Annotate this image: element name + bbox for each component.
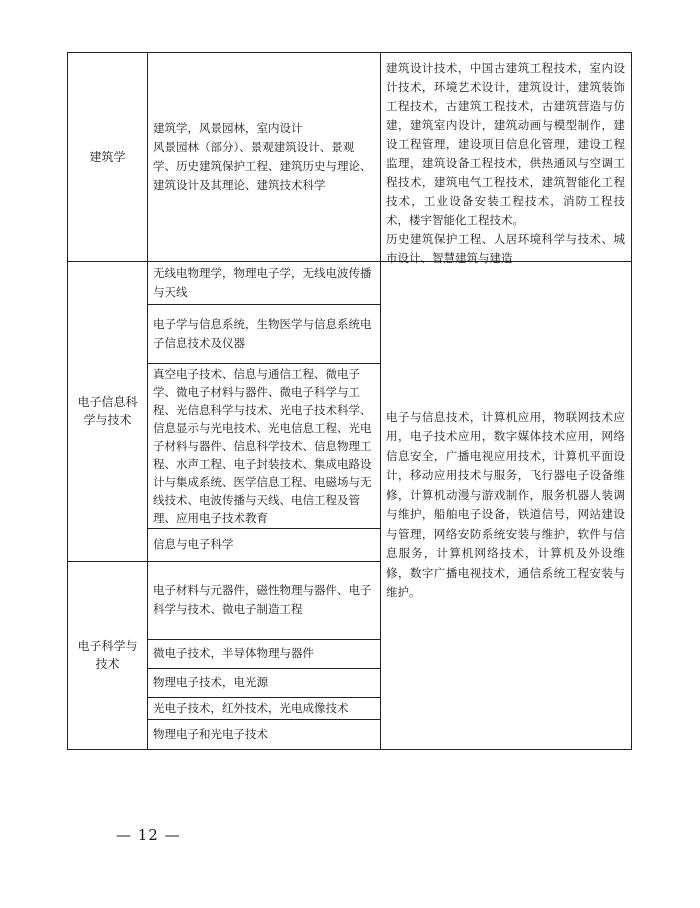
category-label-line2: 技术 [95,657,120,671]
undergrad-text: 电子学与信息系统，生物医学与信息系统电子信息技术及仪器 [153,316,372,350]
undergrad-architecture [147,53,380,261]
undergrad-text: 物理电子技术，电光源 [153,675,268,689]
undergrad-sub [147,561,380,639]
vocational-text: 电子与信息技术，计算机应用，物联网技术应用，电子技术应用，数字媒体技术应用，网络信息安全，广播电视应用技术，计算机平面设计，移动应用技术与服务，飞行器电子设备维修，计算机动漫与游戏制作，服务机器人装调与维护，船舶电子设备，铁道信号，网站建设与管理，网络安防系统安装与维护，软件与信息服务，计算机网络技术，计算机及外设维修，数字广播电视技术，通信系统工程安装与维护。 [386,409,625,599]
undergrad-text: 光电子技术，红外技术，光电成像技术 [153,700,349,715]
vocational-architecture [380,53,631,265]
page-number: — 12 — [116,826,181,844]
undergrad-text: 真空电子技术、信息与通信工程、微电子学、微电子材料与器件、微电子科学与工程、光信息科学与技术、光电子技术科学、信息显示与光电技术、光电信息工程、光电子材料与器件、信息科学技术、信息物理工程、水声工程、电子封装技术、集成电路设计与集成系统、医学信息工程、电磁场与无线技术、电波传播与天线、电信工程及管理、应用电子技术教育 [153,366,372,525]
category-label-line2: 学与技术 [83,413,132,427]
category-label-line1: 电子科学与 [77,639,138,653]
vocational-electronic-shared [380,261,631,749]
category-label: 建筑学 [89,150,126,164]
undergrad-text: 无线电物理学，物理电子学，无线电波传播与天线 [153,265,372,299]
vocational-text-1: 建筑设计技术，中国古建筑工程技术，室内设计技术，环境艺术设计，建筑设计，建筑装饰工程技术，古建筑工程技术，古建筑营造与仿建，建筑室内设计，建筑动画与模型制作，建设工程管理，建设项目信息化管理，建设工程监理，建筑设备工程技术，供热通风与空调工程技术，建筑电气工程技术，建筑智能化工程技术，工业设备安装工程技术，消防工程技术，楼宇智能化工程技术。 [386,61,625,227]
category-electronic-sci [68,561,147,749]
category-electronic-info [68,261,147,561]
undergrad-sub [147,719,380,749]
undergrad-sub [147,363,380,528]
undergrad-sub [147,304,380,363]
undergrad-sub [147,261,380,304]
category-architecture [68,53,147,261]
undergrad-text: 信息与电子科学 [153,537,234,551]
vocational-text-2: 历史建筑保护工程、人居环境科学与技术、城市设计、智慧建筑与建造 [386,232,625,265]
undergrad-sub [147,639,380,668]
undergrad-text: 建筑学，风景园林，室内设计 风景园林（部分）、景观建筑设计、景观学、历史建筑保护工程、建筑历史与理论、建筑设计及其理论、建筑技术科学 [153,121,372,192]
undergrad-sub [147,528,380,561]
undergrad-text: 微电子技术，半导体物理与器件 [153,646,314,660]
undergrad-sub [147,697,380,719]
undergrad-text: 电子材料与元器件，磁性物理与器件、电子科学与技术、微电子制造工程 [153,583,372,616]
major-table [67,52,632,750]
undergrad-sub [147,668,380,697]
undergrad-text: 物理电子和光电子技术 [153,726,268,741]
category-label-line1: 电子信息科 [77,395,138,409]
